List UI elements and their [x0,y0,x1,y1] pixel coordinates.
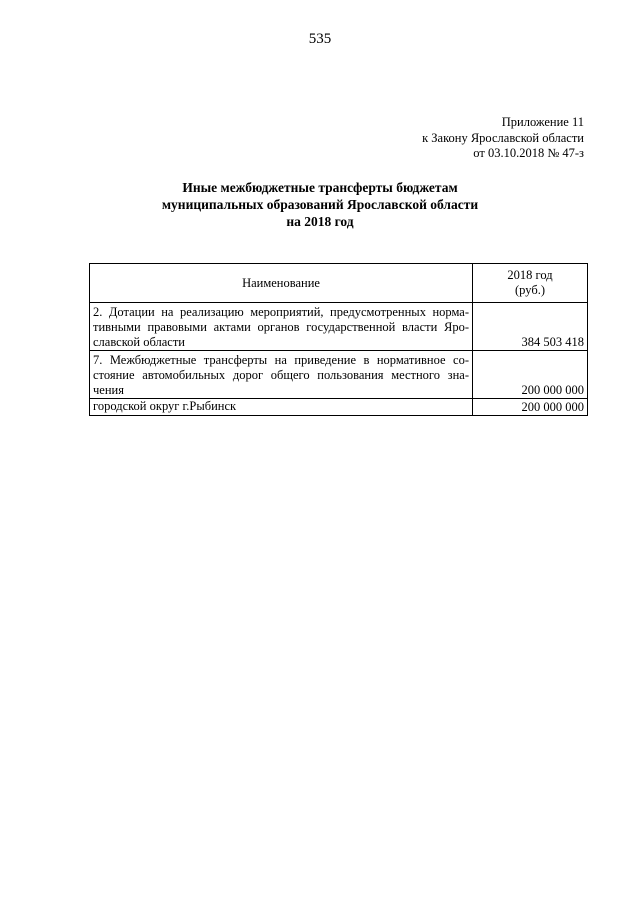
row-value-cell: 384 503 418 [473,303,588,351]
header-year-label: 2018 год [507,268,553,282]
row-value-cell: 200 000 000 [473,351,588,399]
row-name-line: городской округ г.Рыбинск [93,399,237,413]
header-unit-label: (руб.) [515,283,545,297]
transfers-table [89,263,588,416]
header-name-cell [90,264,473,303]
row-name-line: 2. Дотации на реализацию мероприятий, предусмотренных норма- [93,305,469,319]
row-value-cell: 200 000 000 [473,399,588,416]
row-name-cell [90,399,473,416]
annex-line-3: от 03.10.2018 № 47-з [473,146,584,160]
title-line-2: муниципальных образований Ярославской области [161,197,479,212]
title-line-3: на 2018 год [286,214,354,229]
annex-line-2: к Закону Ярославской области [422,130,584,145]
row-name-line: тивными правовыми актами органов государственной власти Яро- [93,320,469,334]
annex-line-1: Приложение 11 [501,115,584,129]
row-name-line: славской области [93,335,185,349]
page-number: 535 [308,31,332,47]
row-name-cell [90,303,473,351]
row-name-line: чения [93,383,124,397]
row-name-line: стояние автомобильных дорог общего пользования местного зна- [93,368,469,382]
table-header-row [90,264,588,303]
table-row [90,303,588,351]
table-row [90,399,588,416]
row-name-cell [90,351,473,399]
header-year-cell [473,264,588,303]
annex-reference [422,115,584,162]
document-title [0,179,640,230]
title-line-1: Иные межбюджетные трансферты бюджетам [182,180,458,195]
header-name-label: Наименование [242,275,320,290]
table-row [90,351,588,399]
row-name-line: 7. Межбюджетные трансферты на приведение в нормативное со- [93,353,469,367]
